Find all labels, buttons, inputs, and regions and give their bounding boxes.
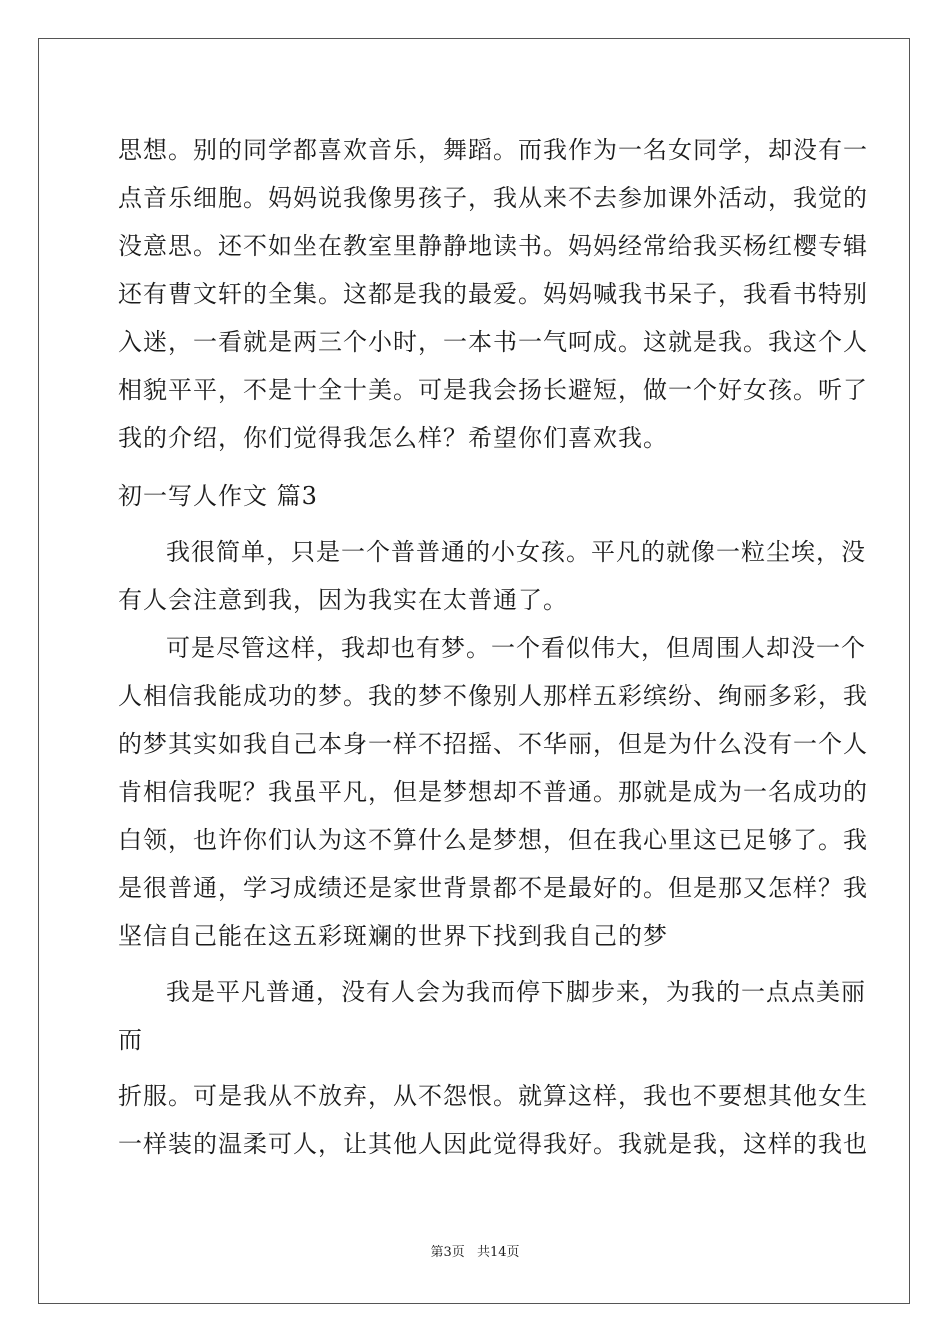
text-line: 肯相信我呢？我虽平凡，但是梦想却不普通。那就是成为一名成功的	[118, 778, 868, 806]
text-line: 可是尽管这样，我却也有梦。一个看似伟大，但周围人却没一个	[166, 634, 866, 662]
text-line: 相貌平平，不是十全十美。可是我会扬长避短，做一个好女孩。听了	[118, 376, 868, 404]
page-total: 共14页	[476, 1245, 520, 1260]
text-line: 思想。别的同学都喜欢音乐，舞蹈。而我作为一名女同学，却没有一	[118, 136, 868, 164]
text-line: 点音乐细胞。妈妈说我像男孩子，我从来不去参加课外活动，我觉的	[118, 184, 868, 212]
text-line: 折服。可是我从不放弃，从不怨恨。就算这样，我也不要想其他女生	[118, 1082, 868, 1110]
text-line: 是很普通，学习成绩还是家世背景都不是最好的。但是那又怎样？我	[118, 874, 868, 902]
section-heading: 初一写人作文 篇3	[118, 482, 318, 510]
text-line: 有人会注意到我，因为我实在太普通了。	[118, 586, 568, 614]
text-line: 我的介绍，你们觉得我怎么样？希望你们喜欢我。	[118, 424, 668, 452]
text-line: 我是平凡普通，没有人会为我而停下脚步来，为我的一点点美丽	[166, 978, 866, 1006]
page-number: 第3页	[430, 1245, 465, 1260]
text-line: 入迷，一看就是两三个小时，一本书一气呵成。这就是我。我这个人	[118, 328, 868, 356]
text-line: 人相信我能成功的梦。我的梦不像别人那样五彩缤纷、绚丽多彩，我	[118, 682, 868, 710]
page-border	[38, 38, 910, 1304]
text-line: 坚信自己能在这五彩斑斓的世界下找到我自己的梦	[118, 922, 668, 950]
text-line: 没意思。还不如坐在教室里静静地读书。妈妈经常给我买杨红樱专辑	[118, 232, 868, 260]
text-line: 的梦其实如我自己本身一样不招摇、不华丽，但是为什么没有一个人	[118, 730, 868, 758]
text-line: 还有曹文轩的全集。这都是我的最爱。妈妈喊我书呆子，我看书特别	[118, 280, 868, 308]
text-line: 而	[118, 1026, 143, 1054]
page-footer	[0, 1244, 950, 1262]
text-line: 一样装的温柔可人，让其他人因此觉得我好。我就是我，这样的我也	[118, 1130, 868, 1158]
text-line: 白领，也许你们认为这不算什么是梦想，但在我心里这已足够了。我	[118, 826, 868, 854]
text-line: 我很简单，只是一个普普通的小女孩。平凡的就像一粒尘埃，没	[166, 538, 866, 566]
